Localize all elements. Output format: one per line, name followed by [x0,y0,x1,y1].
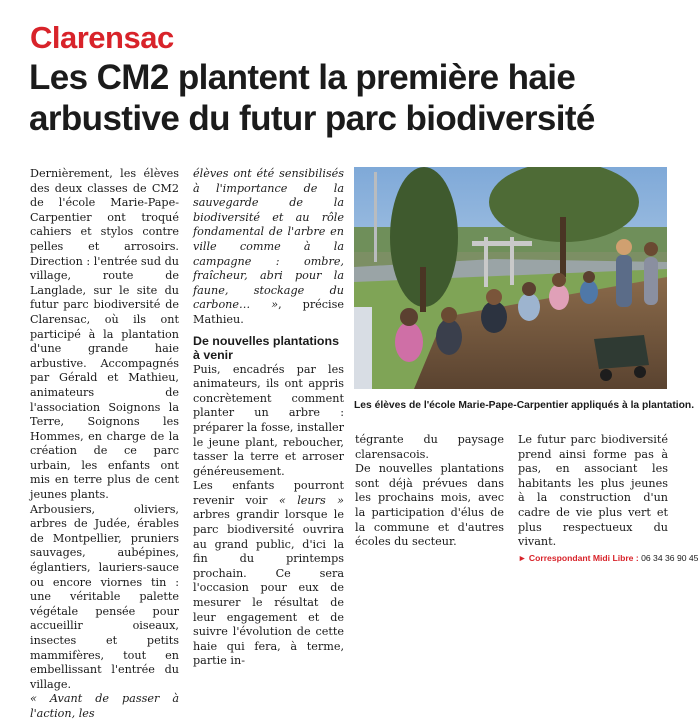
article-column-3 [355,433,504,550]
quote-paragraph [193,167,344,328]
quote-attribution: , précise Mathieu. [193,298,344,326]
paragraph: De nouvelles plantations sont déjà prévues dans les prochains mois, avec la participation d'élus de la commune et d'autres écoles du secteur. [355,462,504,549]
correspondent-phone: 06 34 36 90 45 [641,552,699,563]
article-column-1 [30,167,179,722]
photo-illustration [354,167,667,389]
triangle-marker-icon: ► [518,552,527,563]
paragraph: tégrante du paysage clarensacois. [355,433,504,461]
paragraph: Arbousiers, oliviers, arbres de Judée, érables de Montpellier, pruniers sauvages, aubépines, églantiers, lauriers-sauce ou encore viornes tin : une véritable palette végétale pensée pour accueillir oiseaux, insectes et petits mammifères, tout en embellissant l'entrée du village. [30,502,179,691]
quoted-word: « leurs » [278,493,344,507]
correspondent-credit [518,552,699,564]
paragraph: Le futur parc biodiversité prend ainsi forme pas à pas, en associant les habitants les plus jeunes à la construction d'un cadre de vie plus vert et plus respectueux du vivant. [518,433,668,549]
correspondent-label: Correspondant Midi Libre : [528,552,639,563]
article-photo [354,167,667,389]
paragraph-text: Les enfants pourront revenir voir [193,479,344,507]
subheading: De nouvelles plantations à venir [193,333,339,362]
headline [29,57,689,139]
quote-start: « Avant de passer à l'action, les [30,692,179,720]
section-kicker: Clarensac [30,20,174,55]
paragraph [193,479,344,669]
article-column-4 [518,433,699,564]
photo-caption: Les élèves de l'école Marie-Pape-Carpentier appliqués à la plantation. [354,400,695,411]
paragraph-text: arbres grandir lorsque le parc biodiversité ouvrira au grand public, d'ici la fin du printemps prochain. Ce sera l'occasion pour eux de mesurer le résultat de leur engagement et de suivre l'évolution de cette haie qui fera, à terme, partie in- [193,508,344,668]
headline-line-2: arbustive du futur parc biodiversité [29,99,595,138]
paragraph: Dernièrement, les élèves des deux classes de CM2 de l'école Marie-Pape-Carpentier ont troqué cahiers et stylos contre pelles et arrosoirs. Direction : l'entrée sud du village, route de Langlade, sur le site du futur parc biodiversité de Clarensac, où ils ont participé à la plantation d'une grande haie arbustive. Accompagnés par Gérald et Mathieu, animateurs de l'association Soignons la Terre, Soignons les Hommes, en charge de la création de ce parc urbain, les enfants ont mis en terre plus de cent jeunes plants. [30,167,179,502]
article-column-2 [193,167,344,669]
quote-text: élèves ont été sensibilisés à l'importance de la sauvegarde de la biodiversité et au rôle fondamental de l'arbre en ville comme à la campagne : ombre, fraîcheur, abri pour la faune, stockage du carbone… » [193,167,344,312]
headline-line-1: Les CM2 plantent la première haie [29,58,576,97]
paragraph: Puis, encadrés par les animateurs, ils ont appris concrètement comment planter un arbre : préparer la fosse, installer le jeune plant, reboucher, tasser la terre et arroser généreusement. [193,362,344,478]
